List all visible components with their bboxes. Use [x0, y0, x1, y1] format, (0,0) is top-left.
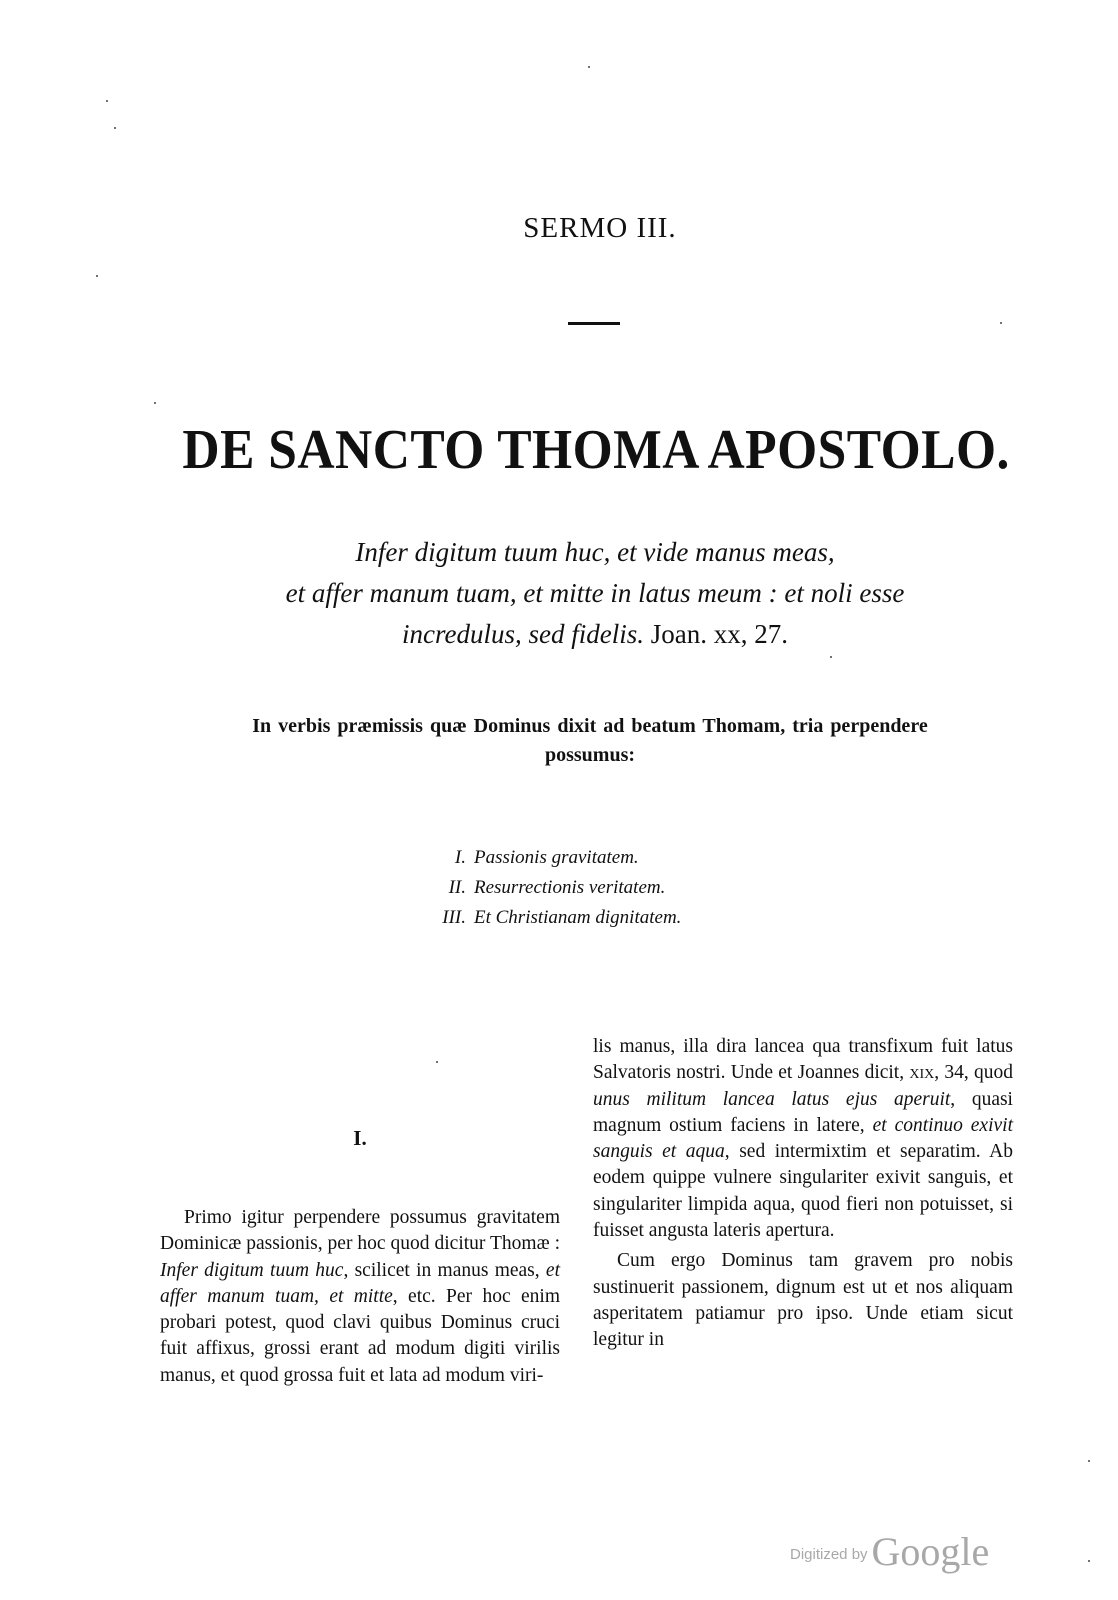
watermark-prefix: Digitized by [790, 1546, 868, 1563]
page-title: DE SANCTO THOMA APOSTOLO. [182, 419, 1010, 481]
text-run: , sed intermixtim et separatim. Ab eodem quippe vulnere singulariter exivit sanguis, et singulariter limpida aqua, quod fieri non potuisset, si fuisset angusta lateris apertura. [593, 1141, 1013, 1242]
text-run: lis manus, illa dira lancea qua transfixum fuit latus Salvatoris nostri. Unde et Joannes dicit, [593, 1036, 1013, 1084]
scan-speck [830, 656, 832, 658]
right-paragraph: Cum ergo Dominus tam gravem pro nobis sustinuerit passionem, dignum est ut et nos aliquam asperitatem patiamur pro ipso. Unde etiam sicut legitur in [593, 1250, 1013, 1351]
quoted-text: et continuo exivit sanguis et aqua [593, 1114, 1013, 1163]
epigraph-line-2: et affer manum tuam, et mitte in latus meum : et noli esse [285, 578, 905, 608]
outline-list [430, 843, 850, 933]
intro-paragraph [160, 712, 1020, 770]
intro-line-2: possumus: [544, 744, 636, 766]
outline-item-text: Passionis gravitatem. [474, 847, 639, 868]
outline-item [430, 903, 850, 933]
left-column [160, 1205, 560, 1389]
left-paragraph [160, 1205, 560, 1389]
scan-speck [1088, 1460, 1090, 1462]
epigraph [150, 532, 1040, 655]
epigraph-verse-end: incredulus, sed fidelis. [402, 619, 644, 649]
title-divider [568, 322, 620, 325]
outline-item [430, 843, 850, 873]
right-paragraph-continued [593, 1034, 1013, 1244]
text-run: , 34, quod [934, 1062, 1013, 1084]
google-logo: Google [871, 1529, 990, 1574]
outline-item-number: II. [448, 877, 466, 898]
right-column [593, 1034, 1013, 1354]
text-run: Primo igitur perpendere possumus gravitatem Dominicæ passionis, per hoc quod dicitur Thomæ : [160, 1207, 560, 1255]
scan-speck [154, 402, 156, 404]
scan-speck [588, 66, 590, 68]
scan-speck [106, 100, 108, 102]
sermon-number: SERMO III. [523, 212, 677, 244]
outline-item-text: Et Christianam dignitatem. [474, 907, 682, 928]
outline-item [430, 873, 850, 903]
text-run: , etc. Per hoc enim probari potest, quod clavi quibus Dominus cruci fuit affixus, grossi erant ad modum digiti virilis manus, et quod grossa fuit et lata ad modum viri- [160, 1285, 560, 1386]
quoted-text: et affer manum tuam, et mitte [160, 1259, 560, 1307]
epigraph-line-3 [150, 614, 1040, 655]
scan-speck [96, 275, 98, 277]
scan-speck [114, 127, 116, 129]
intro-line-1: In verbis præmissis quæ Dominus dixit ad beatum Thomam, tria perpendere [252, 715, 928, 737]
outline-item-text: Resurrectionis veritatem. [474, 877, 666, 898]
quoted-text: unus militum lancea latus ejus aperuit [593, 1088, 951, 1110]
text-run: , scilicet in manus meas, [343, 1259, 546, 1281]
epigraph-line-1: Infer digitum tuum huc, et vide manus meas, [355, 537, 835, 567]
outline-item-number: III. [442, 907, 466, 928]
scan-speck [1000, 322, 1002, 324]
scan-speck [1088, 1560, 1090, 1562]
digitized-watermark [790, 1528, 989, 1575]
epigraph-reference: Joan. xx, 27. [650, 619, 788, 649]
scan-speck [436, 1061, 438, 1063]
quoted-text: Infer digitum tuum huc [160, 1259, 344, 1281]
text-run: , quasi magnum ostium faciens in latere, [593, 1088, 1013, 1136]
section-heading: I. [353, 1126, 367, 1150]
outline-item-number: I. [454, 847, 466, 868]
chapter-reference: xix [909, 1062, 935, 1084]
